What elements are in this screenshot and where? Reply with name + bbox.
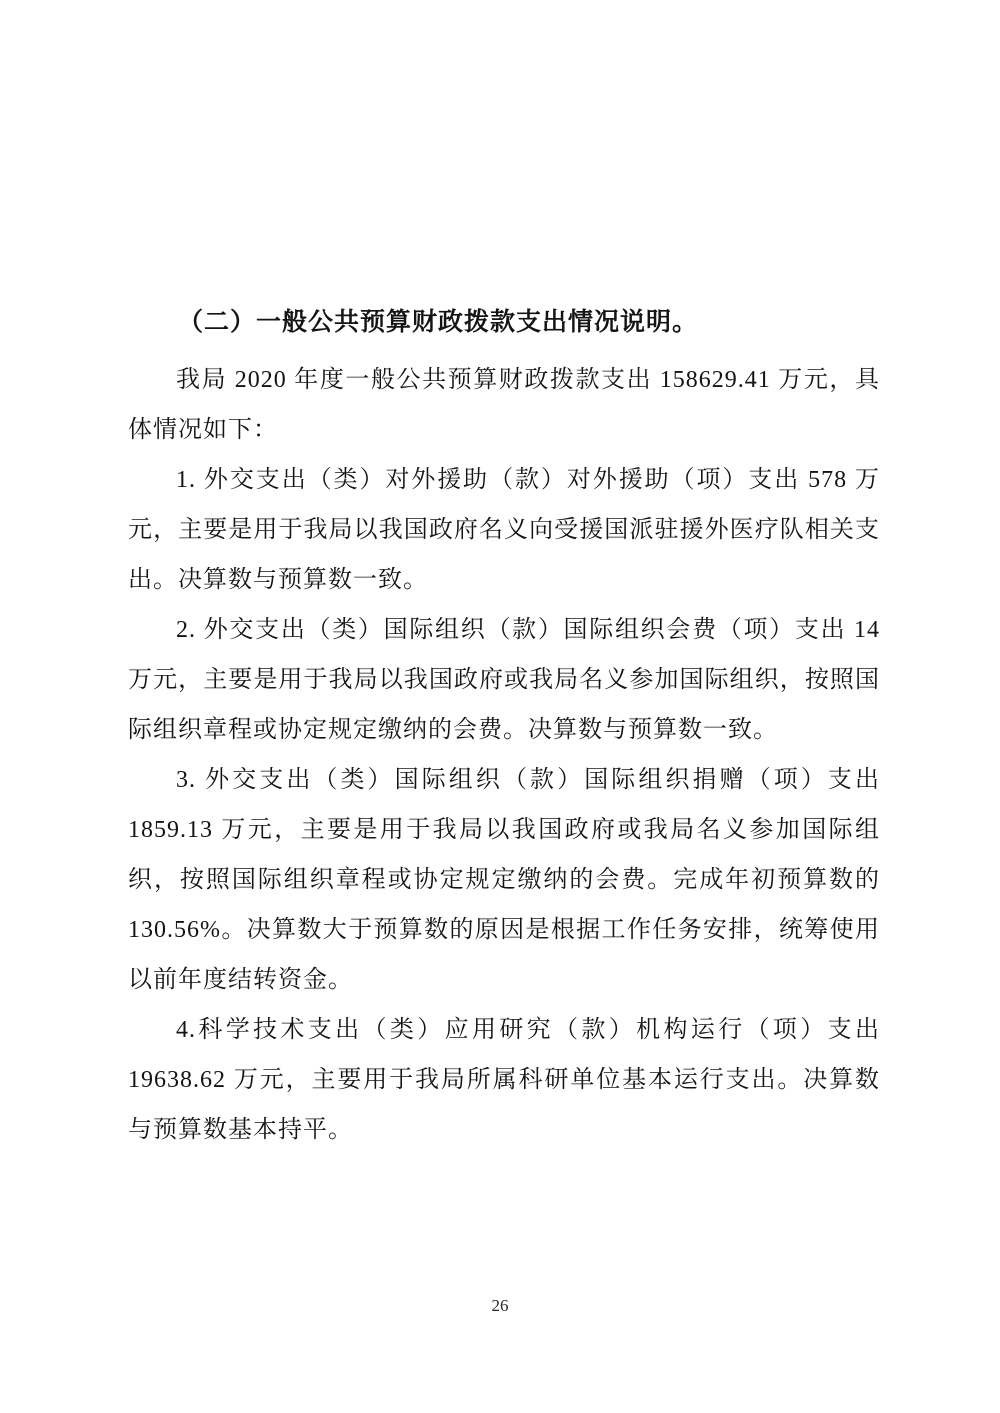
document-body [128, 298, 880, 1155]
paragraph-item-3: 3. 外交支出（类）国际组织（款）国际组织捐赠（项）支出 1859.13 万元，主要是用于我局以我国政府或我局名义参加国际组织，按照国际组织章程或协定规定缴纳的会费。完成年初预算数的 130.56%。决算数大于预算数的原因是根据工作任务安排，统筹使用以前年度结转资金。 [128, 767, 880, 993]
paragraph-item-4: 4.科学技术支出（类）应用研究（款）机构运行（项）支出 19638.62 万元，主要用于我局所属科研单位基本运行支出。决算数与预算数基本持平。 [128, 1017, 880, 1143]
paragraph-item-2: 2. 外交支出（类）国际组织（款）国际组织会费（项）支出 14 万元，主要是用于我局以我国政府或我局名义参加国际组织，按照国际组织章程或协定规定缴纳的会费。决算数与预算数一致。 [128, 617, 880, 743]
section-heading: （二）一般公共预算财政拨款支出情况说明。 [178, 309, 699, 336]
paragraph-item-1: 1. 外交支出（类）对外援助（款）对外援助（项）支出 578 万元，主要是用于我局以我国政府名义向受援国派驻援外医疗队相关支出。决算数与预算数一致。 [128, 467, 880, 593]
page-number: 26 [491, 1296, 509, 1315]
paragraph-overview: 我局 2020 年度一般公共预算财政拨款支出 158629.41 万元，具体情况如下： [128, 367, 880, 443]
